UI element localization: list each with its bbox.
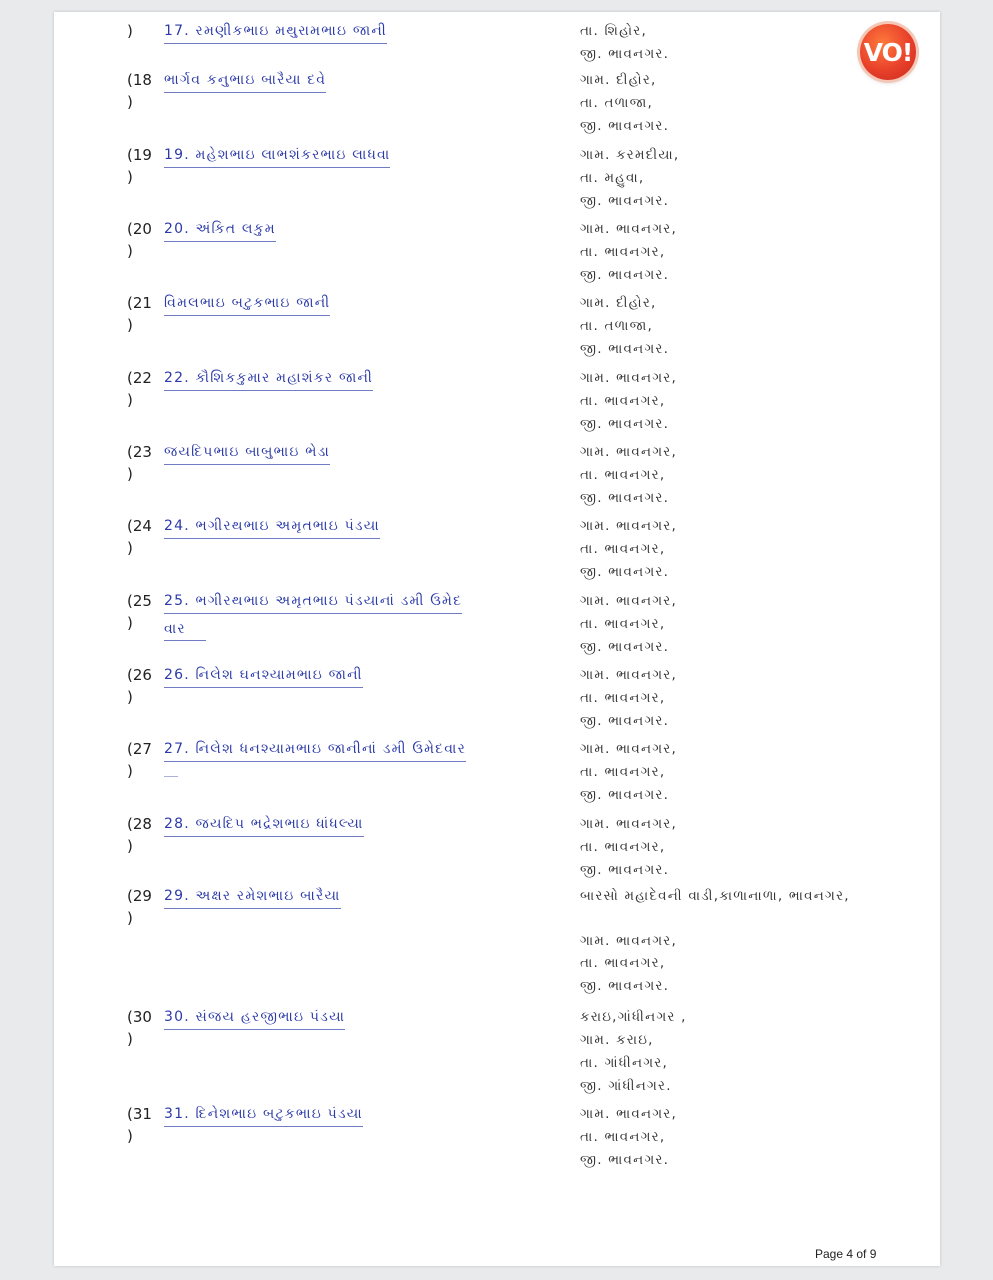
address-line: ગામ. ભાવનગર, [580, 221, 677, 237]
address-line: તા. તળાજા, [580, 318, 654, 334]
entry-number-open: (18 [127, 71, 152, 89]
candidate-address [580, 20, 669, 66]
address-line: જી. ભાવનગર. [580, 862, 670, 878]
entry-number [127, 292, 161, 336]
address-line: ગામ. ભાવનગર, [580, 370, 677, 386]
candidate-name-text: 17. રમણીકભાઇ મથુરામભાઇ જાની [164, 20, 387, 44]
candidate-name [164, 292, 330, 316]
address-line: તા. ભાવનગર, [580, 467, 666, 483]
entry-number [127, 20, 161, 42]
entry-number-open: (24 [127, 517, 152, 535]
entry-number-close: ) [127, 93, 133, 111]
candidate-address [580, 664, 677, 733]
entry-number [127, 367, 161, 411]
entry-number-close: ) [127, 1127, 133, 1145]
address-line: ગામ. દીહોર, [580, 72, 657, 88]
address-line: તા. ભાવનગર, [580, 541, 666, 557]
candidate-name [164, 885, 341, 909]
candidate-address [580, 218, 677, 287]
address-line: તા. તળાજા, [580, 95, 654, 111]
entry-number-close: ) [127, 242, 133, 260]
candidate-address [580, 441, 677, 510]
address-line: તા. ભાવનગર, [580, 764, 666, 780]
entry-number-close: ) [127, 688, 133, 706]
address-gap [580, 908, 850, 930]
candidate-address [580, 69, 669, 138]
candidate-name [164, 367, 373, 391]
address-line: ગામ. ભાવનગર, [580, 518, 677, 534]
address-line: તા. મહુવા, [580, 170, 645, 186]
address-line: બારસો મહાદેવની વાડી,કાળાનાળા, ભાવનગર, [580, 888, 850, 904]
address-line: ગામ. કરમદીયા, [580, 147, 680, 163]
address-line: જી. ભાવનગર. [580, 193, 670, 209]
candidate-name [164, 144, 390, 168]
entry-number-close: ) [127, 837, 133, 855]
candidate-name-text: 20. અંકિત લકુમ [164, 218, 276, 242]
address-line: તા. ભાવનગર, [580, 955, 666, 971]
entry-number-open: (26 [127, 666, 152, 684]
entry-number-open: (27 [127, 740, 152, 758]
candidate-name [164, 738, 466, 784]
entry-number-close: ) [127, 539, 133, 557]
address-line: ગામ. ભાવનગર, [580, 444, 677, 460]
address-line: તા. ભાવનગર, [580, 393, 666, 409]
candidate-name [164, 813, 364, 837]
entry-number-close: ) [127, 909, 133, 927]
candidate-name-text: 25. ભગીરથભાઇ અમૃતભાઇ પંડયાનાં ડમી ઉમેદ [164, 590, 462, 614]
address-line: જી. ભાવનગર. [580, 341, 670, 357]
entry-number [127, 885, 161, 929]
candidate-name-text: 29. અક્ષર રમેશભાઇ બારૈયા [164, 885, 341, 909]
address-line: જી. ભાવનગર. [580, 713, 670, 729]
address-line: ગામ. ભાવનગર, [580, 816, 677, 832]
page-number: Page 4 of 9 [815, 1247, 877, 1261]
entry-number [127, 590, 161, 634]
candidate-name-text: 26. નિલેશ ઘનશ્યામભાઇ જાની [164, 664, 363, 688]
candidate-address [580, 292, 669, 361]
candidate-address [580, 1103, 677, 1172]
address-line: ગામ. કરાઇ, [580, 1032, 654, 1048]
address-line: ગામ. ભાવનગર, [580, 593, 677, 609]
entry-number-close: ) [127, 168, 133, 186]
address-line: જી. ભાવનગર. [580, 977, 670, 994]
address-line: તા. ભાવનગર, [580, 616, 666, 632]
candidate-name-text: 22. કૌશિકકુમાર મહાશંકર જાની [164, 367, 373, 391]
candidate-name-text: ભાર્ગવ કનુભાઇ બારૈયા દવે [164, 69, 326, 93]
candidate-address [580, 367, 677, 436]
address-line: ગામ. દીહોર, [580, 295, 657, 311]
candidate-address [580, 1006, 687, 1098]
candidate-name [164, 69, 326, 93]
entry-number [127, 515, 161, 559]
address-line: જી. ભાવનગર. [580, 416, 670, 432]
address-line: જી. ભાવનગર. [580, 490, 670, 506]
entry-number-close: ) [127, 762, 133, 780]
entry-number [127, 664, 161, 708]
address-line: તા. ભાવનગર, [580, 1129, 666, 1145]
candidate-address [580, 515, 677, 584]
address-line: તા. ભાવનગર, [580, 690, 666, 706]
address-line: ગામ. ભાવનગર, [580, 932, 677, 949]
underline-fragment [164, 776, 178, 777]
entry-number [127, 144, 161, 188]
address-line: જી. ભાવનગર. [580, 564, 670, 580]
entry-number [127, 441, 161, 485]
entry-number-open: (20 [127, 220, 152, 238]
entry-number [127, 69, 161, 113]
address-line: ગામ. ભાવનગર, [580, 741, 677, 757]
candidate-name [164, 441, 330, 465]
candidate-name [164, 515, 380, 539]
entry-number [127, 1006, 161, 1050]
address-line: જી. ભાવનગર. [580, 639, 670, 655]
entry-number-open: (25 [127, 592, 152, 610]
candidate-address [580, 590, 677, 659]
entry-number-close: ) [127, 1030, 133, 1048]
address-line: તા. શિહોર, [580, 23, 647, 39]
entry-number-open: (21 [127, 294, 152, 312]
candidate-name-text: 24. ભગીરથભાઇ અમૃતભાઇ પંડયા [164, 515, 380, 539]
candidate-name-continued: વાર [164, 618, 206, 641]
vo-logo: VO! [860, 24, 916, 80]
entry-number-open: (31 [127, 1105, 152, 1123]
candidate-name-text: જયદિપભાઇ બાબુભાઇ ભેડા [164, 441, 330, 465]
address-line: તા. ભાવનગર, [580, 244, 666, 260]
candidate-name-text: 28. જયદિપ ભદ્રેશભાઇ ધાંધલ્યા [164, 813, 364, 837]
address-line: જી. ભાવનગર. [580, 267, 670, 283]
candidate-name [164, 1103, 363, 1127]
entry-number-open: ) [127, 22, 133, 40]
entry-number-close: ) [127, 391, 133, 409]
entry-number [127, 218, 161, 262]
entry-number-close: ) [127, 614, 133, 632]
entry-number-open: (28 [127, 815, 152, 833]
entry-number-close: ) [127, 465, 133, 483]
candidate-address [580, 885, 850, 997]
candidate-name [164, 664, 363, 688]
candidate-name [164, 218, 276, 242]
candidate-name [164, 590, 462, 641]
entry-number [127, 813, 161, 857]
entry-number-close: ) [127, 316, 133, 334]
entry-number-open: (19 [127, 146, 152, 164]
candidate-name-text: 27. નિલેશ ધનશ્યામભાઇ જાનીનાં ડમી ઉમેદવાર [164, 738, 466, 762]
address-line: જી. ભાવનગર. [580, 1152, 670, 1168]
entry-number-open: (23 [127, 443, 152, 461]
address-line: જી. ગાંધીનગર. [580, 1078, 672, 1094]
candidate-address [580, 813, 677, 882]
address-line: ગામ. ભાવનગર, [580, 1106, 677, 1122]
candidate-name-text: 31. દિનેશભાઇ બટુકભાઇ પંડયા [164, 1103, 363, 1127]
entry-number-open: (22 [127, 369, 152, 387]
entry-number [127, 1103, 161, 1147]
entry-number-open: (29 [127, 887, 152, 905]
address-line: જી. ભાવનગર. [580, 46, 670, 62]
entry-number [127, 738, 161, 782]
candidate-name-text: 19. મહેશભાઇ લાભશંકરભાઇ લાધવા [164, 144, 390, 168]
candidate-address [580, 144, 679, 213]
address-line: તા. ગાંધીનગર, [580, 1055, 668, 1071]
address-line: તા. ભાવનગર, [580, 839, 666, 855]
address-line: જી. ભાવનગર. [580, 787, 670, 803]
candidate-name [164, 1006, 345, 1030]
candidate-name [164, 20, 387, 44]
address-line: ગામ. ભાવનગર, [580, 667, 677, 683]
candidate-name-text: વિમલભાઇ બટુકભાઇ જાની [164, 292, 330, 316]
address-line: કરાઇ,ગાંધીનગર , [580, 1009, 687, 1025]
address-line: જી. ભાવનગર. [580, 118, 670, 134]
candidate-name-text: 30. સંજય હરજીભાઇ પંડયા [164, 1006, 345, 1030]
entry-number-open: (30 [127, 1008, 152, 1026]
candidate-address [580, 738, 677, 807]
